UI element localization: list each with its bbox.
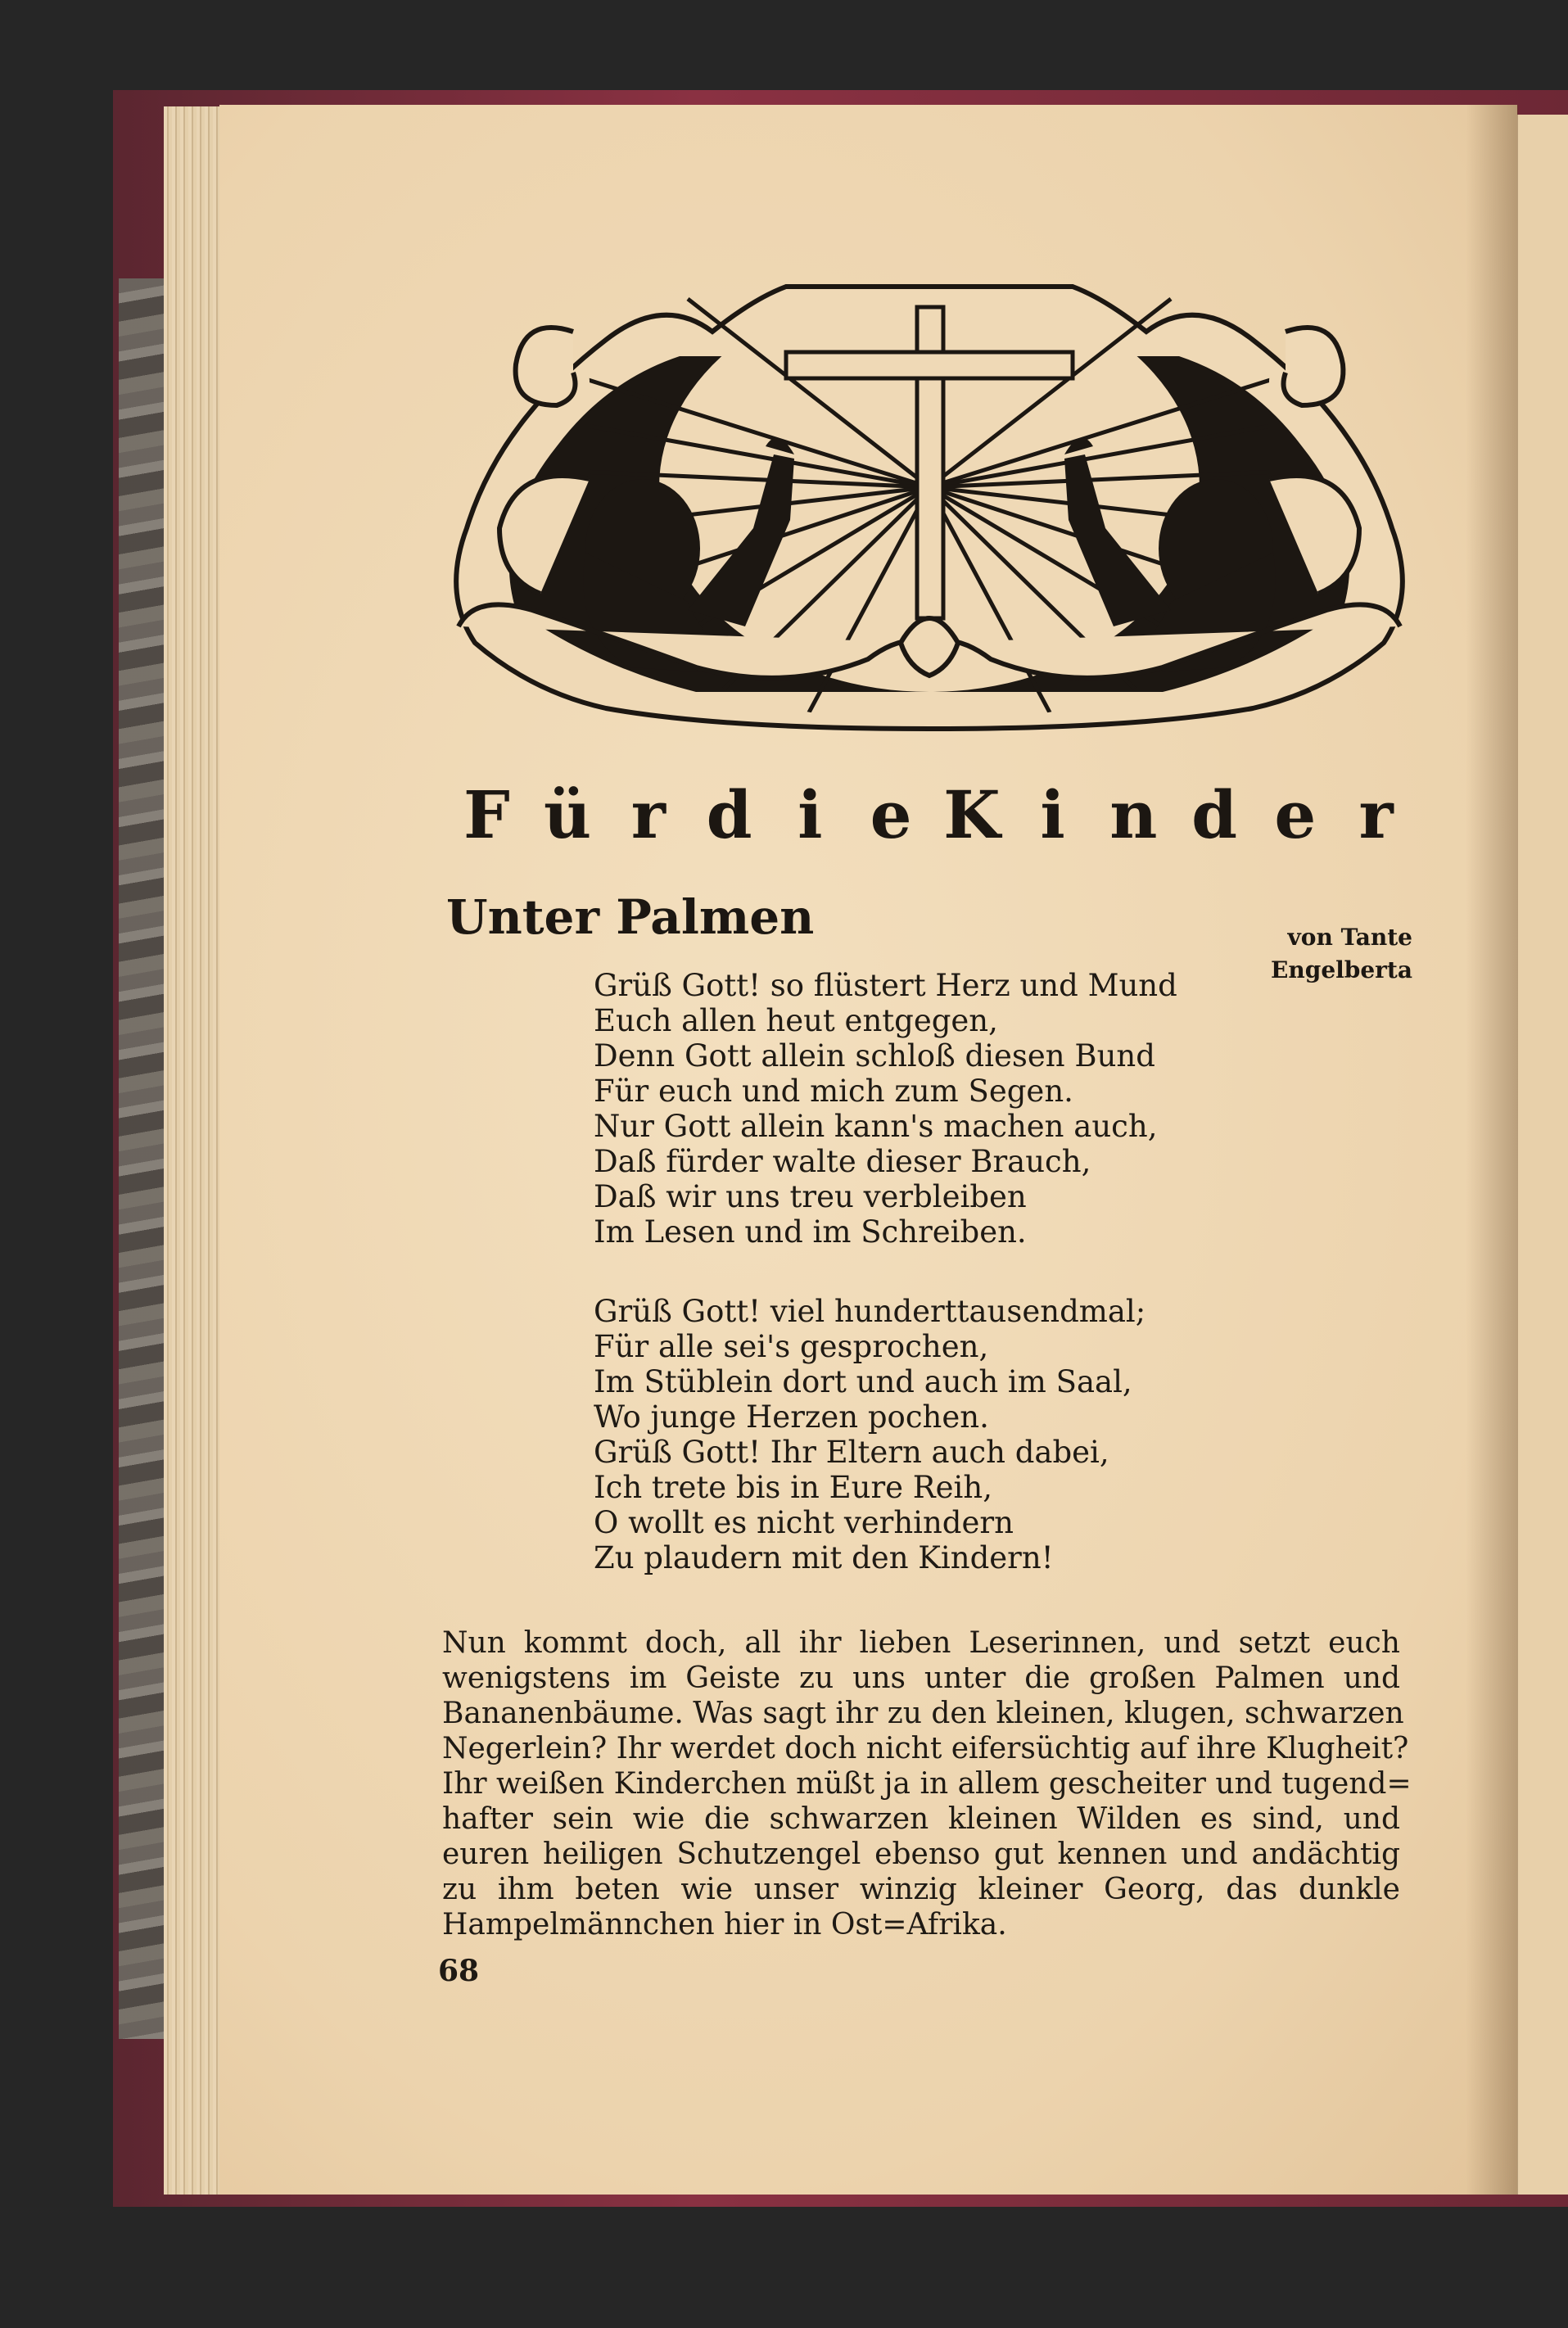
prose-line: wenigstens im Geiste zu uns unter die großen Palmen und — [442, 1661, 1400, 1695]
poem-line: Wo junge Herzen pochen. — [594, 1399, 989, 1435]
poem-stanza-1 — [594, 968, 1331, 1250]
prose-line: Negerlein? Ihr werdet doch nicht eifersüchtig auf ihre Klugheit? — [442, 1732, 1409, 1765]
prose-paragraph — [442, 1625, 1412, 1942]
prose-line: euren heiligen Schutzengel ebenso gut kennen und andächtig — [442, 1838, 1400, 1871]
poem-line: Grüß Gott! so flüstert Herz und Mund — [594, 968, 1177, 1003]
section-heading-letter: n — [1109, 776, 1158, 853]
poem-line: Euch allen heut entgegen, — [594, 1003, 998, 1038]
section-heading-letter: i — [1040, 776, 1065, 853]
facing-page-edge — [1515, 115, 1568, 2195]
poem-line: Zu plaudern mit den Kindern! — [594, 1540, 1054, 1575]
poem-line: Für alle sei's gesprochen, — [594, 1329, 989, 1364]
poem-line: O wollt es nicht verhindern — [594, 1505, 1014, 1540]
section-heading-letter: e — [870, 776, 912, 853]
poem-line: Daß fürder walte dieser Brauch, — [594, 1144, 1091, 1179]
poem-line: Nur Gott allein kann's machen auch, — [594, 1109, 1158, 1144]
section-heading-letter: r — [1358, 776, 1394, 853]
prose-line: Nun kommt doch, all ihr lieben Leserinnen, und setzt euch — [442, 1626, 1400, 1660]
prose-line: hafter sein wie die schwarzen kleinen Wilden es sind, und — [442, 1802, 1400, 1836]
prose-line: Bananenbäume. Was sagt ihr zu den kleinen, klugen, schwarzen — [442, 1697, 1404, 1730]
poem-stanza-2 — [594, 1294, 1331, 1575]
poem-line: Denn Gott allein schloß diesen Bund — [594, 1038, 1155, 1074]
article-title: Unter Palmen — [446, 889, 815, 945]
section-heading-letter: K — [943, 776, 1001, 853]
section-heading-letter: r — [630, 776, 666, 853]
article-author: von Tante Engelberta — [1271, 924, 1412, 983]
section-heading-letter: i — [798, 776, 823, 853]
prose-line: zu ihm beten wie unser winzig kleiner Georg, das dunkle — [442, 1873, 1400, 1906]
prose-line: Hampelmännchen hier in Ost=Afrika. — [442, 1908, 1007, 1942]
section-heading-letter: d — [706, 776, 752, 853]
marbled-spine — [119, 278, 164, 2039]
poem-line: Im Stüblein dort und auch im Saal, — [594, 1364, 1132, 1399]
poem-line: Grüß Gott! viel hunderttausendmal; — [594, 1294, 1146, 1329]
section-heading-letter: F — [463, 776, 510, 853]
poem-line: Ich trete bis in Eure Reih, — [594, 1470, 992, 1505]
section-heading-letter: ü — [544, 776, 592, 853]
poem-line: Für euch und mich zum Segen. — [594, 1074, 1073, 1109]
section-heading-letter: e — [1274, 776, 1317, 853]
gutter-shadow — [1466, 105, 1518, 2195]
poem-line: Grüß Gott! Ihr Eltern auch dabei, — [594, 1435, 1109, 1470]
header-vignette — [442, 283, 1417, 741]
poem-line: Im Lesen und im Schreiben. — [594, 1214, 1027, 1250]
section-heading-letter: d — [1191, 776, 1238, 853]
poem-line: Daß wir uns treu verbleiben — [594, 1179, 1027, 1214]
page-number: 68 — [438, 1954, 480, 1988]
section-heading — [446, 770, 1417, 860]
prose-line: Ihr weißen Kinderchen müßt ja in allem gescheiter und tugend= — [442, 1767, 1412, 1801]
